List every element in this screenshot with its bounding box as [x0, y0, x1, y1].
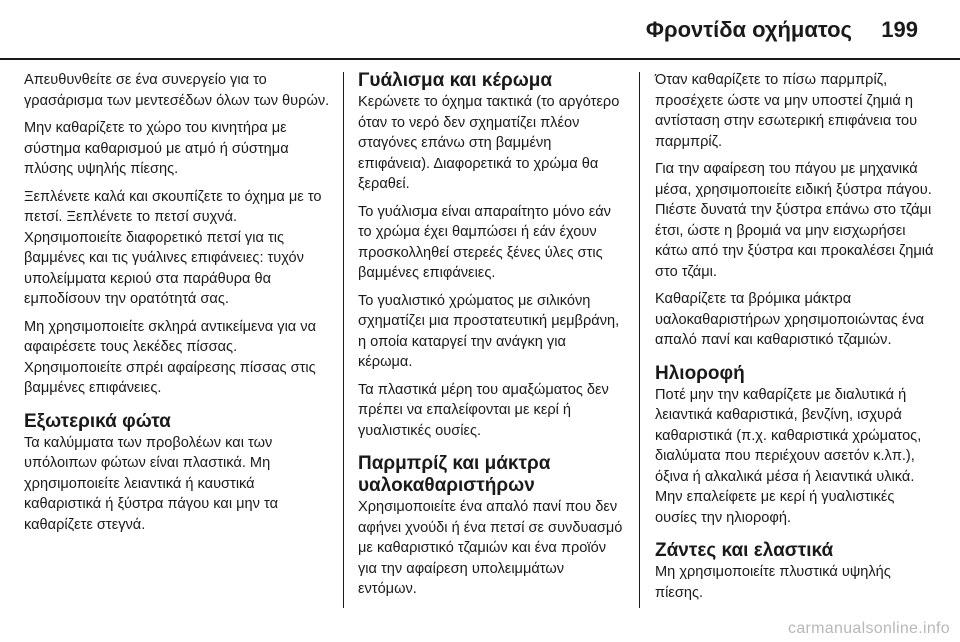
paragraph: Για την αφαίρεση του πάγου με μηχανικά μέσα, χρησιμοποιείτε ειδική ξύστρα πάγου. Πιέστε δυνατά την ξύστρα επάνω στο τζάμι έτσι, ώστε η βρομιά να μην εισχωρήσει κάτω από την ξύστρα και προκαλέσει ζημιά στο τζάμι.	[655, 161, 934, 280]
heading-windscreen-wipers: Παρμπρίζ και μάκτρα υαλοκαθαριστήρων	[358, 453, 551, 496]
heading-polish-wax: Γυάλισμα και κέρωμα	[358, 70, 553, 91]
heading-wheels-tyres: Ζάντες και ελαστικά	[655, 540, 834, 561]
paragraph: Καθαρίζετε τα βρόμικα μάκτρα υαλοκαθαριστήρων χρησιμοποιώντας ένα απαλό πανί και καθαριστικό τζαμιών.	[655, 291, 925, 348]
paragraph: Το γυάλισμα είναι απαραίτητο μόνο εάν το χρώμα έχει θαμπώσει ή εάν έχουν προσκολληθεί στερεές ξένες ύλες στις βαμμένες επιφάνειες.	[358, 203, 611, 281]
column-1	[24, 70, 330, 542]
paragraph: Όταν καθαρίζετε το πίσω παρμπρίζ, προσέχετε ώστε να μην υποστεί ζημιά η αντίσταση στην εσωτερική επιφάνεια του παρμπρίζ.	[655, 72, 918, 150]
column-divider	[639, 72, 640, 608]
paragraph: Ποτέ μην την καθαρίζετε με διαλυτικά ή λειαντικά καθαριστικά, βενζίνη, ισχυρά καθαριστικά (π.χ. καθαριστικά χρώματος, διαλύματα που περιέχουν ασετόν κ.λπ.), όξινα ή αλκαλικά μέσα ή λειαντικά υλικά. Μην επαλείφετε με κερί ή γυαλιστικές ουσίες την ηλιοροφή.	[655, 386, 922, 526]
column-3	[655, 70, 935, 610]
paragraph: Τα καλύμματα των προβολέων και των υπόλοιπων φώτων είναι πλαστικά. Μη χρησιμοποιείτε λειαντικά ή καυστικά καθαριστικά ή ξύστρα πάγου και μην τα καθαρίζετε στεγνά.	[24, 434, 279, 533]
paragraph: Μην καθαρίζετε το χώρο του κινητήρα με σύστημα καθαρισμού με ατμό ή σύστημα πλύσης υψηλής πίεσης.	[24, 120, 289, 177]
page-header	[0, 0, 960, 58]
paragraph: Ξεπλένετε καλά και σκουπίζετε το όχημα με το πετσί. Ξεπλένετε το πετσί συχνά. Χρησιμοποιείτε διαφορετικό πετσί για τις βαμμένες και τις γυάλινες επιφάνειες: τυχόν υπολείμματα κεριού στα παράθυρα θα εμποδίσουν την ορατότητά σας.	[24, 188, 322, 307]
paragraph: Κερώνετε το όχημα τακτικά (το αργότερο όταν το νερό δεν σχηματίζει πλέον σταγόνες επάνω στη βαμμένη επιφάνεια). Διαφορετικά το χρώμα θα ξεραθεί.	[358, 94, 620, 192]
watermark: carmanualsonline.info	[788, 620, 950, 637]
header-rule	[0, 58, 960, 60]
heading-exterior-lights: Εξωτερικά φώτα	[24, 410, 171, 432]
paragraph: Απευθυνθείτε σε ένα συνεργείο για το γρασάρισμα των μεντεσέδων όλων των θυρών.	[24, 72, 330, 109]
page-number: 199	[881, 17, 918, 42]
paragraph: Τα πλαστικά μέρη του αμαξώματος δεν πρέπει να επαλείφονται με κερί ή γυαλιστικές ουσίες.	[358, 381, 609, 439]
paragraph: Μη χρησιμοποιείτε πλυστικά υψηλής πίεσης.	[655, 564, 891, 601]
paragraph: Το γυαλιστικό χρώματος με σιλικόνη σχηματίζει μια προστατευτική μεμβράνη, η οποία καταργεί την ανάγκη για κέρωμα.	[358, 292, 620, 370]
paragraph: Χρησιμοποιείτε ένα απαλό πανί που δεν αφήνει χνούδι ή ένα πετσί σε συνδυασμό με καθαριστικό τζαμιών και ένα προϊόν για την αφαίρεση υπολειμμάτων εντόμων.	[358, 499, 623, 597]
section-title: Φροντίδα οχήματος	[645, 17, 852, 42]
paragraph: Μη χρησιμοποιείτε σκληρά αντικείμενα για να αφαιρέσετε τους λεκέδες πίσσας. Χρησιμοποιείτε σπρέι αφαίρεσης πίσσας στις βαμμένες επιφάνειες.	[24, 318, 317, 396]
heading-sunroof: Ηλιοροφή	[655, 362, 745, 384]
column-divider	[343, 72, 344, 608]
column-2	[358, 70, 624, 607]
